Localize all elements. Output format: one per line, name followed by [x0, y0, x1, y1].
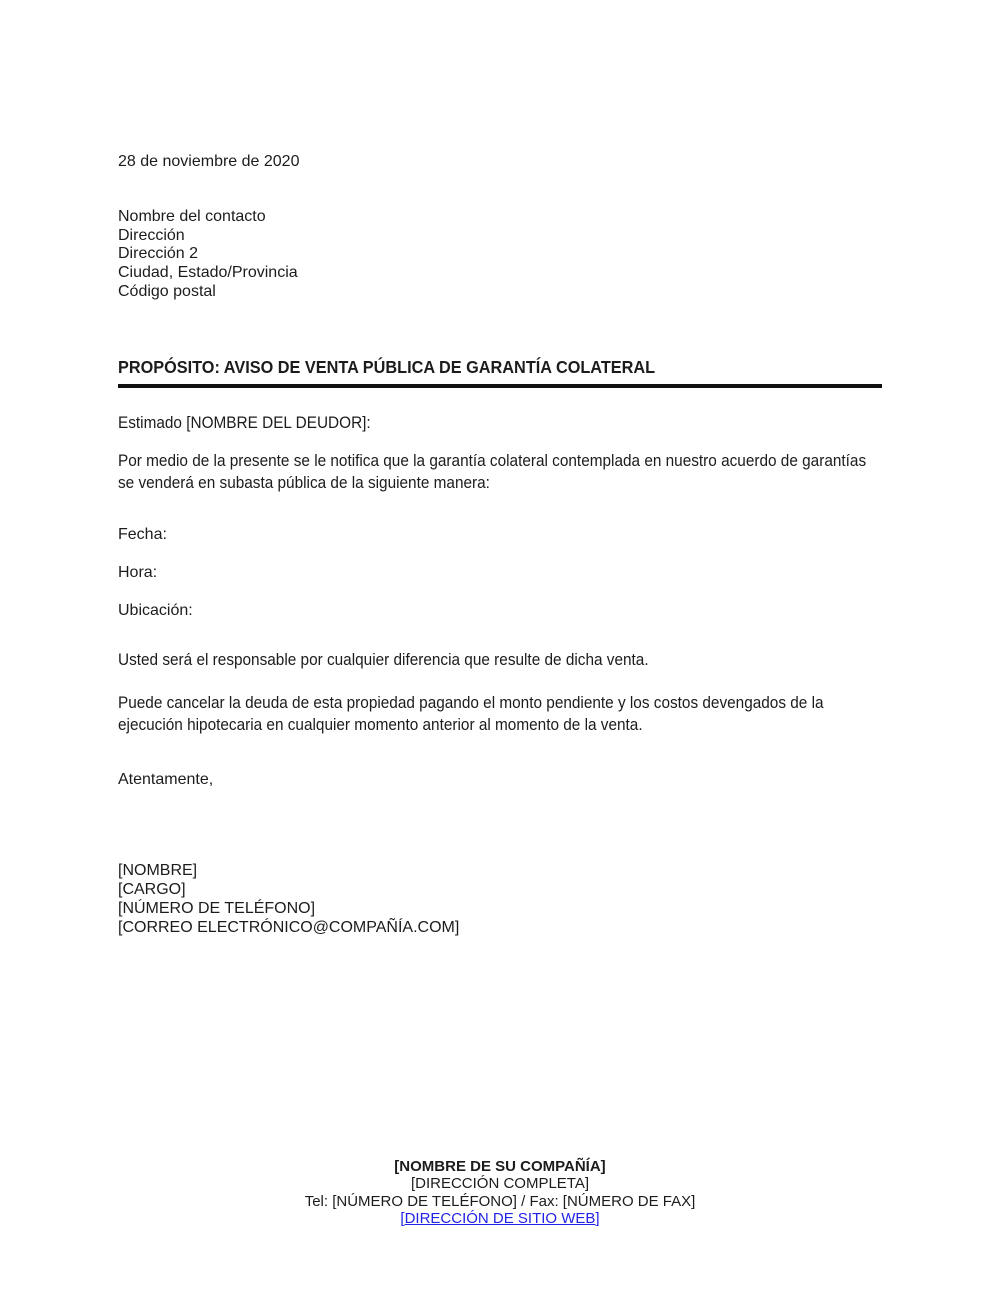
signature-block [118, 861, 459, 937]
footer-company-address: [DIRECCIÓN COMPLETA] [410, 1175, 590, 1193]
subject-heading-text: PROPÓSITO: AVISO DE VENTA PÚBLICA DE GARANTÍA COLATERAL [118, 357, 656, 377]
recipient-address-block [118, 208, 298, 302]
recipient-address-line-1: Dirección [118, 226, 185, 244]
field-label-hora: Hora: [118, 564, 158, 581]
recipient-contact-name: Nombre del contacto [118, 208, 266, 225]
subject-heading [118, 357, 882, 388]
footer-company-name: [NOMBRE DE SU COMPAÑÍA] [394, 1158, 606, 1175]
signature-title: [CARGO] [118, 881, 186, 898]
recipient-postal-code: Código postal [118, 282, 216, 300]
field-label-fecha: Fecha: [118, 526, 167, 543]
footer-website-link[interactable]: [DIRECCIÓN DE SITIO WEB] [400, 1209, 600, 1227]
signature-phone: [NÚMERO DE TELÉFONO] [118, 900, 316, 917]
paragraph-intro: Por medio de la presente se le notifica que la garantía colateral contemplada en nuestro acuerdo de garantías se venderá en subasta pública de la siguiente manera: [118, 452, 867, 492]
letter-date: 28 de noviembre de 2020 [118, 153, 300, 170]
paragraph-cancellation: Puede cancelar la deuda de esta propiedad pagando el monto pendiente y los costos devengados de la ejecución hipotecaria en cualquier momento anterior al momento de la venta. [118, 694, 824, 734]
closing-salutation: Atentamente, [118, 771, 214, 788]
paragraph-liability: Usted será el responsable por cualquier diferencia que resulte de dicha venta. [118, 651, 649, 669]
company-footer [0, 1158, 1000, 1227]
salutation: Estimado [NOMBRE DEL DEUDOR]: [118, 414, 371, 432]
signature-name: [NOMBRE] [118, 862, 198, 879]
signature-email: [CORREO ELECTRÓNICO@COMPAÑÍA.COM] [118, 919, 460, 936]
recipient-city-state: Ciudad, Estado/Provincia [118, 264, 298, 282]
recipient-address-line-2: Dirección 2 [118, 245, 199, 263]
field-label-ubicacion: Ubicación: [118, 602, 193, 619]
footer-phone-fax: Tel: [NÚMERO DE TELÉFONO] / Fax: [NÚMERO DE FAX] [304, 1192, 696, 1210]
